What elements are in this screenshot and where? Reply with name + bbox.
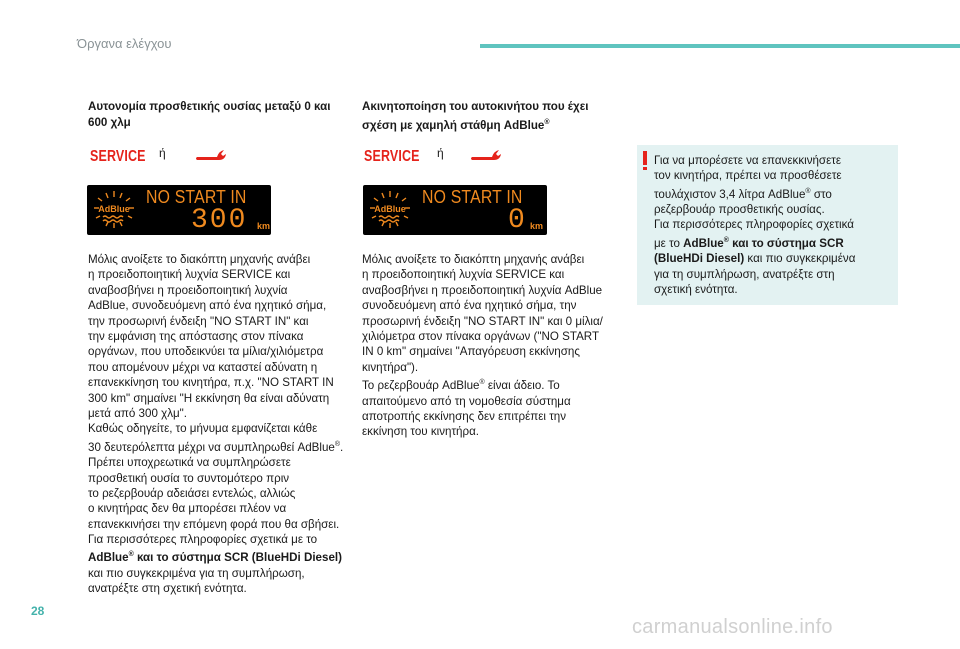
no-start-message: NO START IN [422,187,523,207]
service-warning-icon: SERVICE [364,148,420,165]
left-body [88,252,358,597]
distance-unit: km [530,221,544,231]
registered-mark: ® [805,187,811,195]
scr-system-bold: και το σύστημα SCR (BlueHDi Diesel) [133,551,342,565]
note-text-2: στο ρεζερβουάρ προσθετικής ουσίας. Για περισσότερες πληροφορίες σχετικά με το [654,187,854,250]
note-text-3: και πιο συγκεκριμένα για τη συμπλήρωση, ανατρέξτε στη σχετική ενότητα. [654,252,856,296]
distance-unit: km [257,221,271,231]
registered-mark: ® [544,118,550,126]
registered-mark: ® [128,551,134,559]
left-body-paragraph-1: Μόλις ανοίξετε το διακόπτη μηχανής ανάβει η προειδοποιητική λυχνία SERVICE και αναβοσβήνει η προειδοποιητική λυχνία AdBlue, συνοδευόμενη από ένα ηχητικό σήμα, την προσωρινή ένδειξη "NO START IN" και την εμφάνιση της απόστασης στον πίνακα οργάνων, που υποδεικνύει τα μίλια/χιλιόμετρα που απομένουν μέχρι να καταστεί αδύνατη η επανεκκίνηση του κινητήρα, π.χ. "NO START IN 300 km" σημαίνει "Η εκκίνηση θα είναι αδύνατη μετά από 300 χλμ". Καθώς οδηγείτε, το μήνυμα εμφανίζεται κάθε 30 δευτερόλεπτα μέχρι να συμπληρωθεί AdBlue [88,253,335,454]
service-warning-icon: SERVICE [90,148,146,165]
adblue-label: AdBlue [374,204,406,214]
remaining-distance: 0 [508,205,527,236]
or-label: ή [159,146,166,160]
note-box [637,145,898,305]
remaining-distance: 300 [191,205,248,236]
instrument-display [87,185,271,235]
middle-body-paragraph-1: Μόλις ανοίξετε το διακόπτη μηχανής ανάβει η προειδοποιητική λυχνία SERVICE και αναβοσβήνει η προειδοποιητική λυχνία AdBlue συνοδευόμενη από ένα ηχητικό σήμα, την προσωρινή ένδειξη "NO START IN" και 0 μίλια/ χιλιόμετρα στον πίνακα οργάνων ("NO START IN 0 km" σημαίνει "Απαγόρευση εκκίνησης κινητήρα"). Το ρεζερβουάρ AdBlue [362,253,603,393]
middle-body-paragraph-2: είναι άδειο. Το απαιτούμενο από τη νομοθεσία σύστημα αποτροπής εκκίνησης δεν επιτρέπει την εκκίνηση του κινητήρα. [362,379,571,439]
page-number: 28 [31,604,45,618]
exclamation-icon [643,151,647,165]
period: . [340,440,344,454]
registered-mark: ® [334,440,341,448]
wrench-icon [470,147,502,163]
registered-mark: ® [479,379,485,387]
adblue-warning-icon [366,188,414,232]
section-title: Όργανα ελέγχου [77,36,172,51]
no-start-message: NO START IN [146,187,247,207]
registered-mark: ® [723,236,729,244]
middle-heading-text: Ακινητοποίηση του αυτοκινήτου που έχει σχέση με χαμηλή στάθμη AdBlue [362,100,589,132]
watermark: carmanualsonline.info [632,616,833,638]
left-body-paragraph-2: Πρέπει υποχρεωτικά να συμπληρώσετε προσθετική ουσία το συντομότερο πριν το ρεζερβουάρ αδειάσει εντελώς, αλλιώς ο κινητήρας δεν θα μπορέσει πλέον να επανεκκινήσει την επόμενη φορά που θα σβήσει. Για περισσότερες πληροφορίες σχετικά με το [88,456,340,547]
note-adblue-bold: AdBlue [683,236,724,250]
or-label: ή [437,146,444,160]
left-body-paragraph-3: και πιο συγκεκριμένα για τη συμπλήρωση, ανατρέξτε στη σχετική ενότητα. [88,566,305,596]
left-heading: Αυτονομία προσθετικής ουσίας μεταξύ 0 και 600 χλμ [88,100,331,129]
adblue-warning-icon [90,188,138,232]
adblue-label: AdBlue [98,204,130,214]
middle-body [362,252,632,440]
header-rule [480,44,960,48]
note-text-1: Για να μπορέσετε να επανεκκινήσετε τον κινητήρα, πρέπει να προσθέσετε τουλάχιστον 3,4 λίτρα AdBlue [654,154,842,201]
middle-heading [362,99,622,133]
instrument-display [363,185,547,235]
note-scr-bold: και το σύστημα SCR (BlueHDi Diesel) [654,236,844,266]
adblue-bold: AdBlue [88,551,129,565]
wrench-icon [195,147,227,163]
